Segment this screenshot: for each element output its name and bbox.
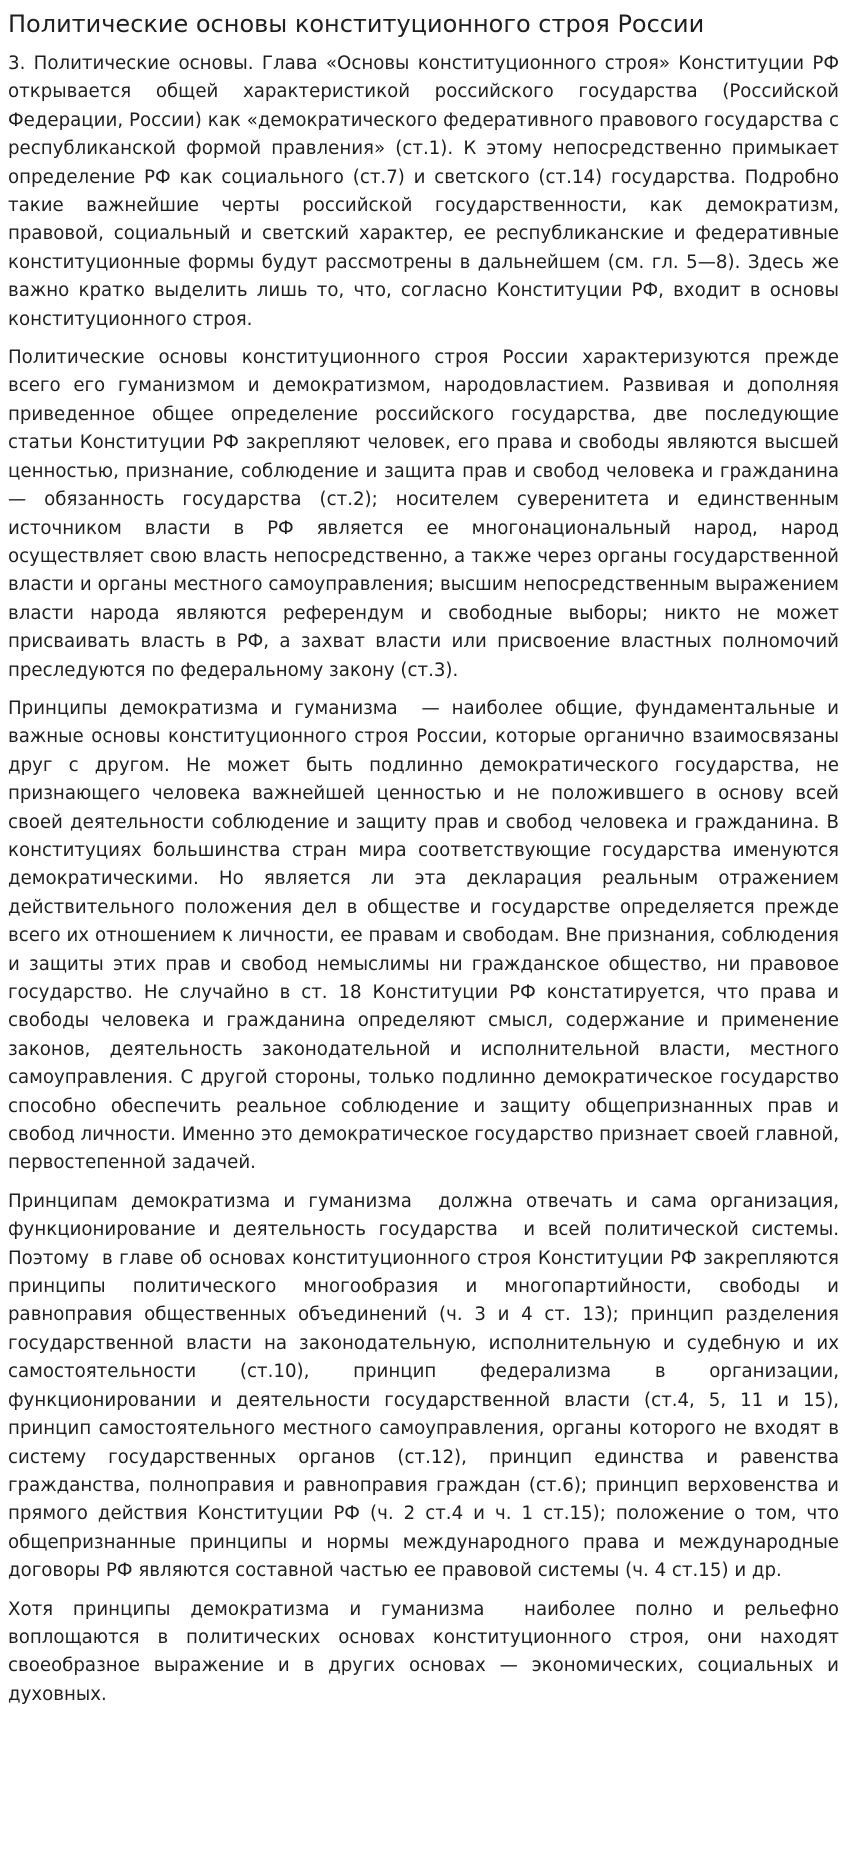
paragraph-humanism-democratism: Политические основы конституционного строя России характеризуются прежде всего его гуманизмом и демократизмом, народовластием. Развивая и дополняя приведенное общее определение российского государства, две последующие статьи Конституции РФ закрепляют человек, его права и свободы являются высшей ценностью, признание, соблюдение и защита прав и свобод человека и гражданина — обязанность государства (ст.2); носителем суверенитета и единственным источником власти в РФ является ее многонациональный народ, народ осуществляет свою власть непосредственно, а также через органы государственной власти и органы местного самоуправления; высшим непосредственным выражением власти народа являются референдум и свободные выборы; никто не может присваивать власть в РФ, а захват власти или присвоение властных полномочий преследуются по федеральному закону (ст.3). [8, 347, 845, 681]
paragraph-state-organization: Принципам демократизма и гуманизма должна отвечать и сама организация, функционирование и деятельность государства и всей политической системы. Поэтому в главе об основах конституционного строя Конституции РФ закрепляются принципы политического многообразия и многопартийности, свободы и равноправия общественных объединений (ч. 3 и 4 ст. 13); принцип разделения государственной власти на законодательную, исполнительную и судебную и их самостоятельности (ст.10), принцип федерализма в организации, функционировании и деятельности государственной власти (ст.4, 5, 11 и 15), принцип самостоятельного местного самоуправления, органы которого не входят в систему государственных органов (ст.12), принцип единства и равенства гражданства, полноправия и равноправия граждан (ст.6); принцип верховенства и прямого действия Конституции РФ (ч. 2 ст.4 и ч. 1 ст.15); положение о том, что общепризнанные принципы и нормы международного права и международные договоры РФ являются составной частью ее правовой системы (ч. 4 ст.15) и др. [8, 1190, 845, 1582]
paragraph-principles-fundamental: Принципы демократизма и гуманизма — наиболее общие, фундаментальные и важные основы конституционного строя России, которые органично взаимосвязаны друг с другом. Не может быть подлинно демократического государства, не признающего человека важнейшей ценностью и не положившего в основу всей своей деятельности соблюдение и защиту прав и свобод человека и гражданина. В конституциях большинства стран мира соответствующие государства именуются демократическими. Но является ли эта декларация реальным отражением действительного положения дел в обществе и государстве определяется прежде всего их отношением к личности, ее правам и свободам. Вне признания, соблюдения и защиты этих прав и свобод немыслимы ни гражданское общество, ни правовое государство. Не случайно в ст. 18 Конституции РФ констатируется, что права и свободы человека и гражданина определяют смысл, содержание и применение законов, деятельность законодательной и исполнительной власти, местного самоуправления. С другой стороны, только подлинно демократическое государство способно обеспечить реальное соблюдение и защиту общепризнанных прав и свобод личности. Именно это демократическое государство признает своей главной, первостепенной задачей. [8, 697, 845, 1174]
page-title: Политические основы конституционного строя России [8, 10, 705, 38]
paragraph-political-foundations: 3. Политические основы. Глава «Основы конституционного строя» Конституции РФ открывается общей характеристикой российского государства (Российской Федерации, России) как «демократического федеративного правового государства с республиканской формой правления» (ст.1). К этому непосредственно примыкает определение РФ как социального (ст.7) и светского (ст.14) государства. Подробно такие важнейшие черты российской государственности, как демократизм, правовой, социальный и светский характер, ее республиканские и федеративные конституционные формы будут рассмотрены в дальнейшем (см. гл. 5—8). Здесь же важно кратко выделить лишь то, что, согласно Конституции РФ, входит в основы конституционного строя. [8, 53, 845, 330]
article [8, 8, 845, 1709]
paragraph-other-foundations: Хотя принципы демократизма и гуманизма наиболее полно и рельефно воплощаются в политических основах конституционного строя, они находят своеобразное выражение и в других основах — экономических, социальных и духовных. [8, 1598, 845, 1705]
